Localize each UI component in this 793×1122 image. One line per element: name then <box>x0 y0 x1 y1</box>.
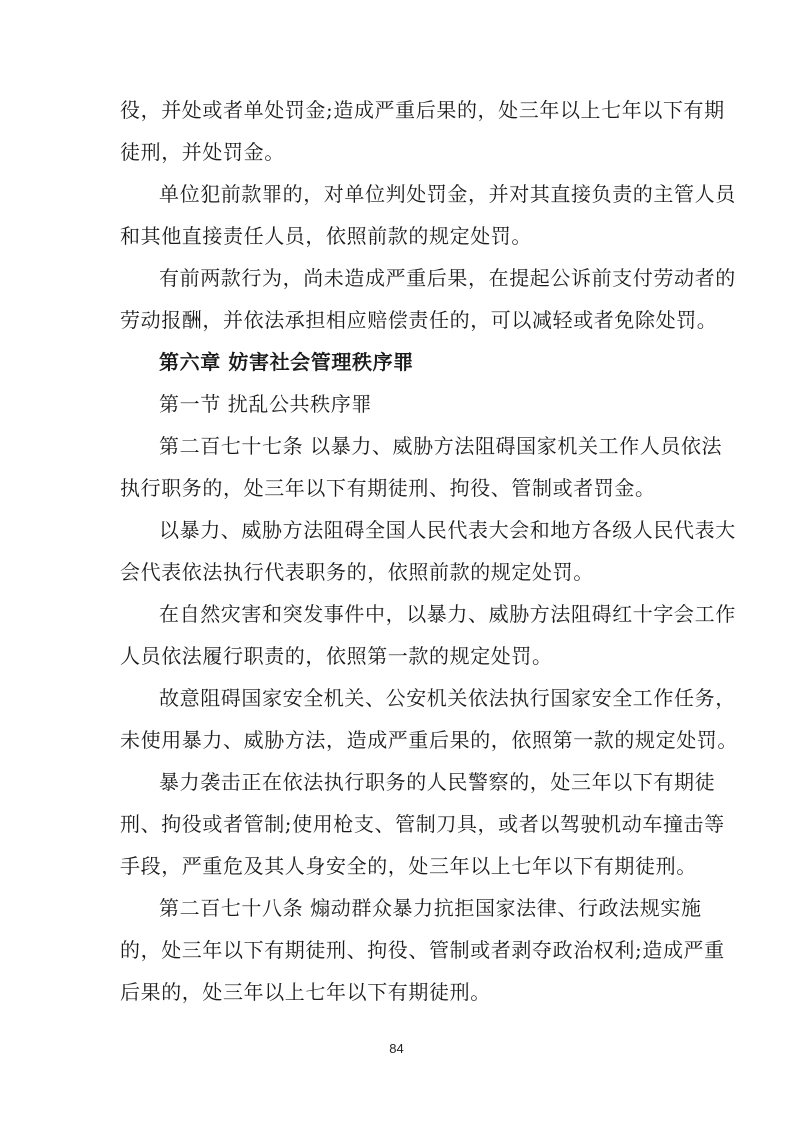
text-line: 暴力袭击正在依法执行职务的人民警察的，处三年以下有期徒 <box>159 770 716 794</box>
text-line: 后果的，处三年以上七年以下有期徒刑。 <box>120 980 491 1004</box>
text-line: 的，处三年以下有期徒刑、拘役、管制或者剥夺政治权利;造成严重 <box>120 938 725 962</box>
article-line: 第二百七十八条 煽动群众暴力抗拒国家法律、行政法规实施 <box>159 896 702 920</box>
text-line: 有前两款行为，尚未造成严重后果，在提起公诉前支付劳动者的 <box>159 266 736 290</box>
text-line: 故意阻碍国家安全机关、公安机关依法执行国家安全工作任务， <box>159 686 736 710</box>
text-line: 徒刑，并处罚金。 <box>120 140 285 164</box>
text-line: 手段，严重危及其人身安全的，处三年以上七年以下有期徒刑。 <box>120 854 697 878</box>
text-line: 劳动报酬，并依法承担相应赔偿责任的，可以减轻或者免除处罚。 <box>120 308 718 332</box>
text-line: 单位犯前款罪的，对单位判处罚金，并对其直接负责的主管人员 <box>159 182 736 206</box>
text-line: 执行职务的，处三年以下有期徒刑、拘役、管制或者罚金。 <box>120 476 656 500</box>
text-line: 刑、拘役或者管制;使用枪支、管制刀具，或者以驾驶机动车撞击等 <box>120 812 725 836</box>
article-line: 第二百七十七条 以暴力、威胁方法阻碍国家机关工作人员依法 <box>159 434 723 458</box>
text-line: 在自然灾害和突发事件中，以暴力、威胁方法阻碍红十字会工作 <box>159 602 736 626</box>
text-line: 役，并处或者单处罚金;造成严重后果的，处三年以上七年以下有期 <box>120 98 725 122</box>
chapter-heading: 第六章 妨害社会管理秩序罪 <box>159 350 414 374</box>
text-line: 以暴力、威胁方法阻碍全国人民代表大会和地方各级人民代表大 <box>159 518 736 542</box>
text-line: 人员依法履行职责的，依照第一款的规定处罚。 <box>120 644 553 668</box>
section-heading: 第一节 扰乱公共秩序罪 <box>159 392 372 416</box>
text-line: 会代表依法执行代表职务的，依照前款的规定处罚。 <box>120 560 594 584</box>
page-number: 84 <box>389 1041 404 1056</box>
text-line: 未使用暴力、威胁方法，造成严重后果的，依照第一款的规定处罚。 <box>120 728 738 752</box>
text-line: 和其他直接责任人员，依照前款的规定处罚。 <box>120 224 532 248</box>
